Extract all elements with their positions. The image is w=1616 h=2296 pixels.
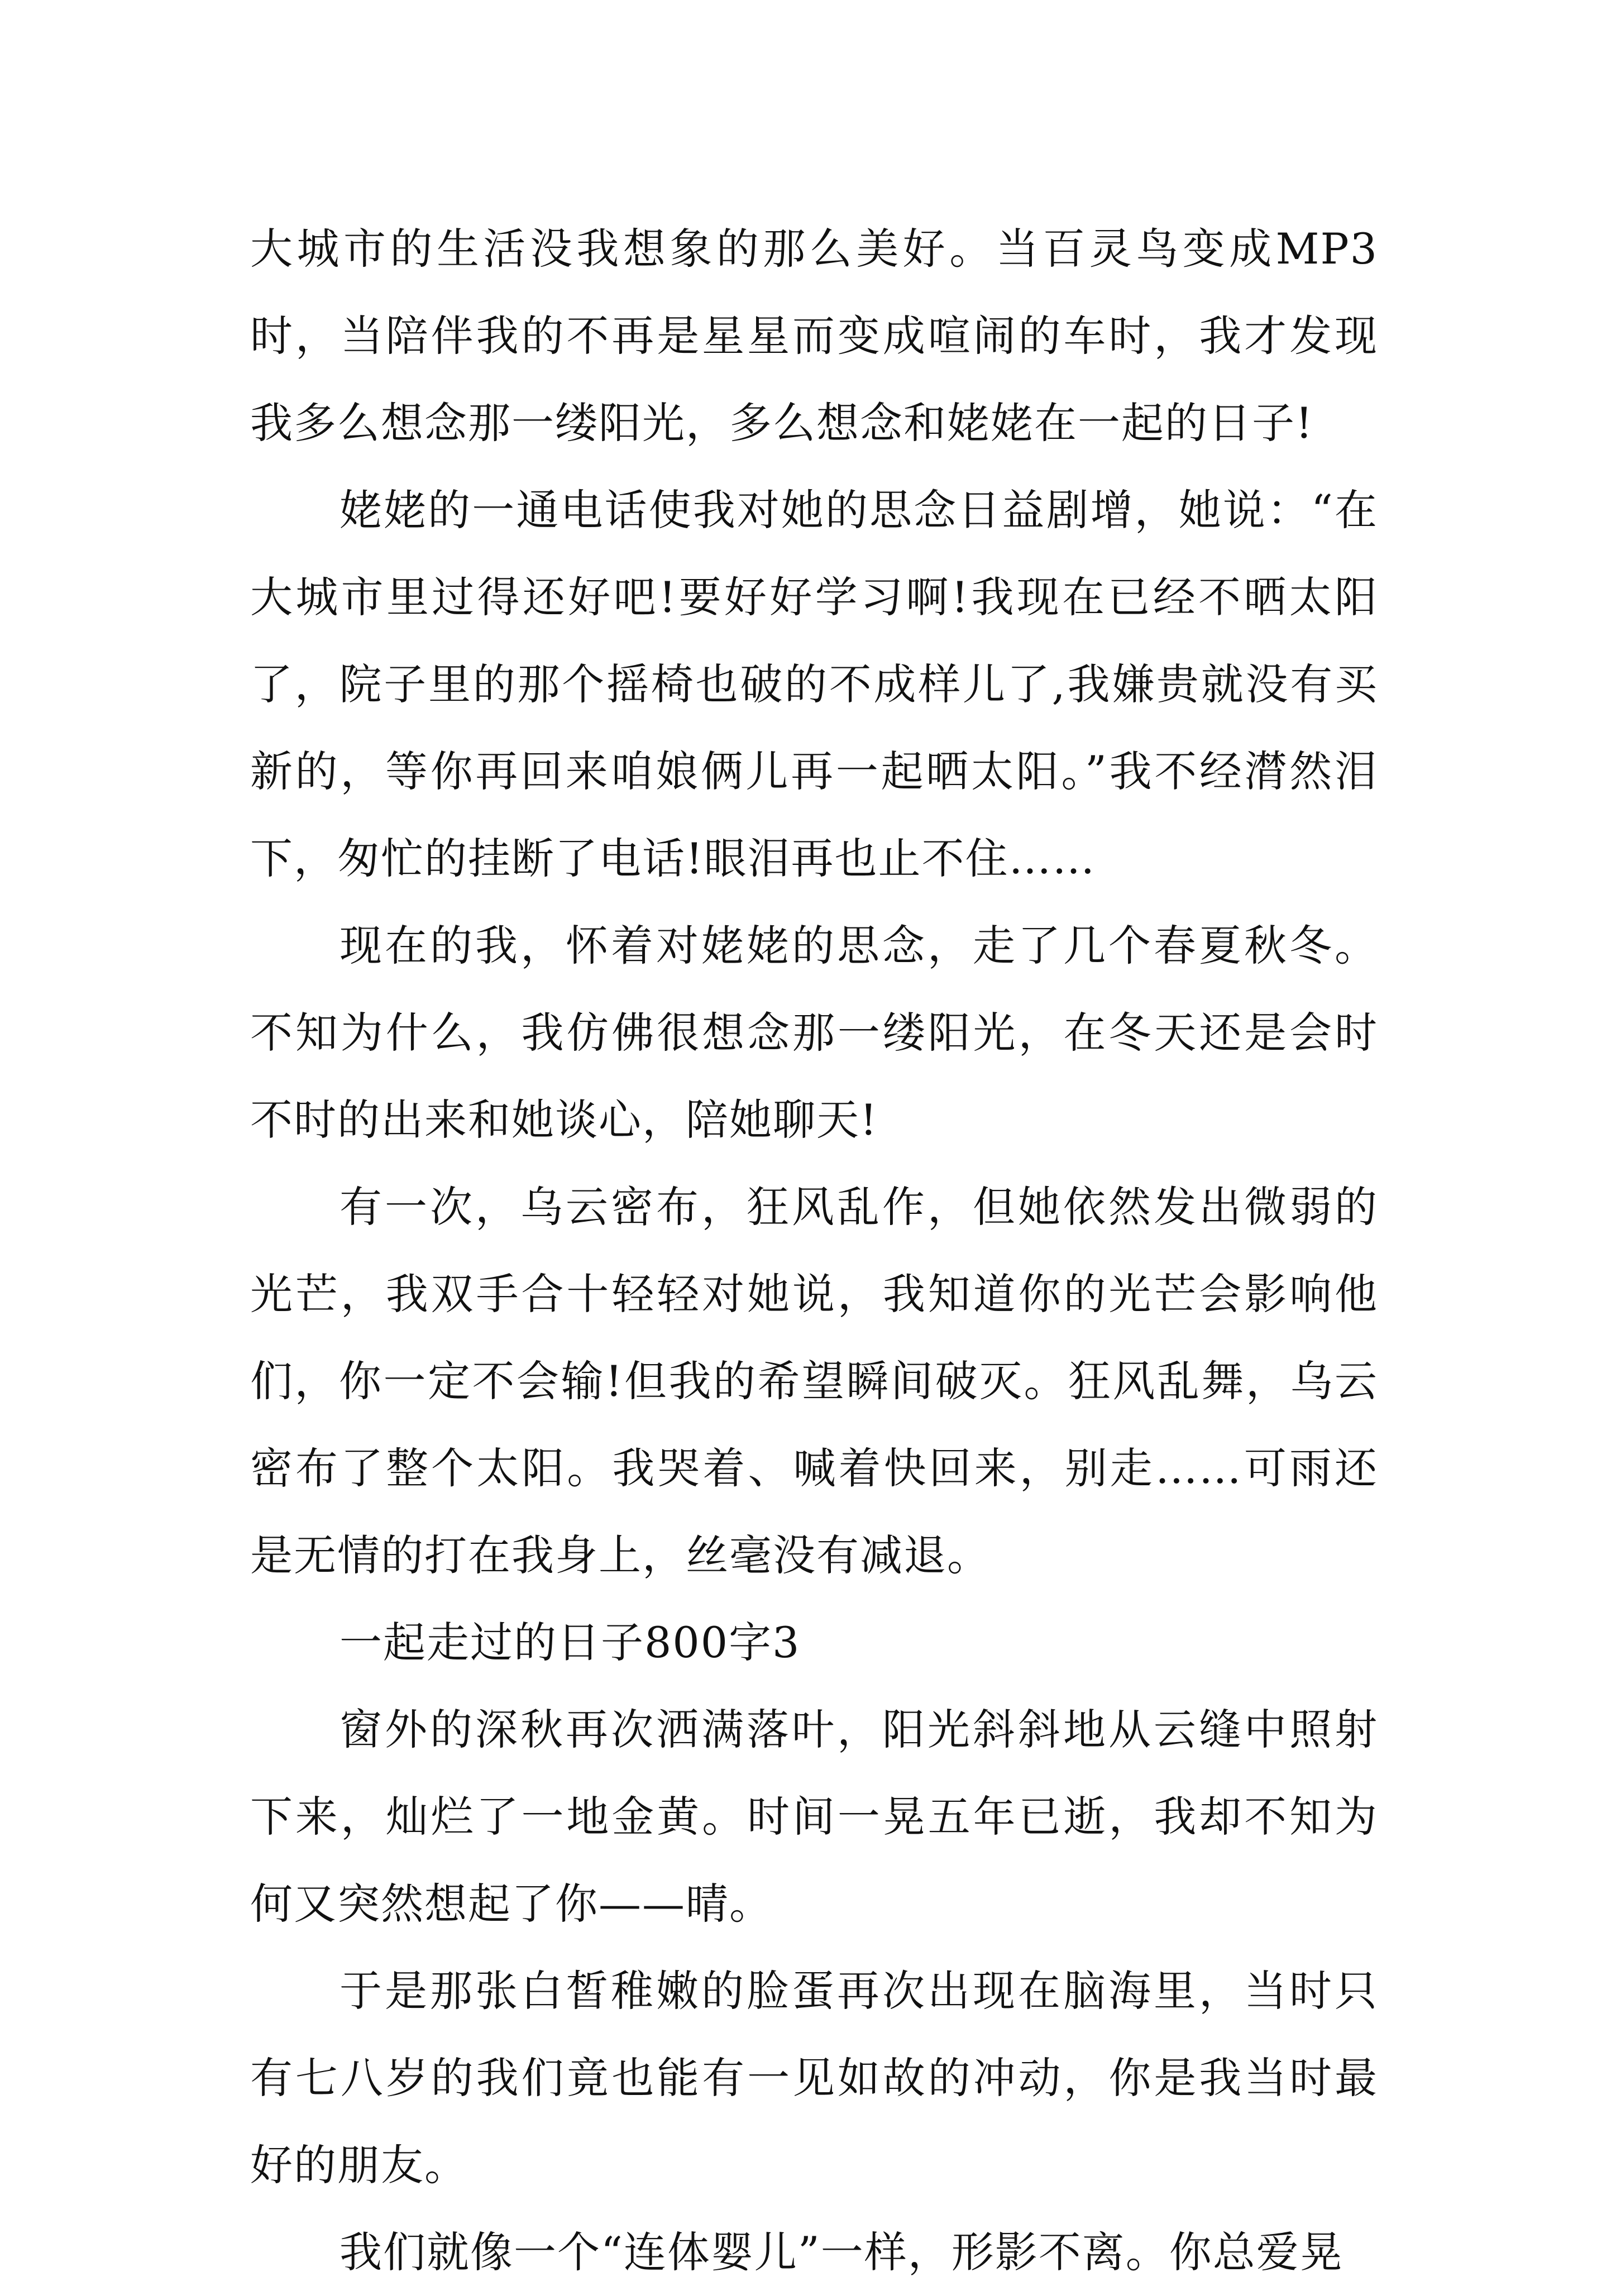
- paragraph-2: 姥姥的一通电话使我对她的思念日益剧增，她说：“在大城市里过得还好吧!要好好学习啊!我现在已经不晒太阳了，院子里的那个摇椅也破的不成样儿了,我嫌贵就没有买新的，等你再回来咱娘俩儿再一起晒太阳。”我不经潸然泪下，匆忙的挂断了电话!眼泪再也止不住……: [250, 485, 1378, 883]
- paragraph-3: 现在的我，怀着对姥姥的思念，走了几个春夏秋冬。不知为什么，我仿佛很想念那一缕阳光，在冬天还是会时不时的出来和她谈心，陪她聊天!: [250, 921, 1378, 1145]
- document-body: [250, 205, 1378, 2296]
- section-heading: 一起走过的日子800字3: [340, 1618, 801, 1667]
- paragraph-4: 有一次，乌云密布，狂风乱作，但她依然发出微弱的光芒，我双手合十轻轻对她说，我知道你的光芒会影响他们，你一定不会输!但我的希望瞬间破灭。狂风乱舞，乌云密布了整个太阳。我哭着、喊着快回来，别走……可雨还是无情的打在我身上，丝毫没有减退。: [250, 1182, 1378, 1580]
- paragraph-7: 我们就像一个“连体婴儿”一样，形影不离。你总爱晃: [340, 2227, 1344, 2277]
- paragraph-5: 窗外的深秋再次洒满落叶，阳光斜斜地从云缝中照射下来，灿烂了一地金黄。时间一晃五年已逝，我却不知为何又突然想起了你——晴。: [250, 1705, 1378, 1929]
- paragraph-1: 大城市的生活没我想象的那么美好。当百灵鸟变成MP3时，当陪伴我的不再是星星而变成喧闹的车时，我才发现我多么想念那一缕阳光，多么想念和姥姥在一起的日子!: [250, 224, 1378, 448]
- paragraph-6: 于是那张白皙稚嫩的脸蛋再次出现在脑海里，当时只有七八岁的我们竟也能有一见如故的冲动，你是我当时最好的朋友。: [250, 1966, 1378, 2190]
